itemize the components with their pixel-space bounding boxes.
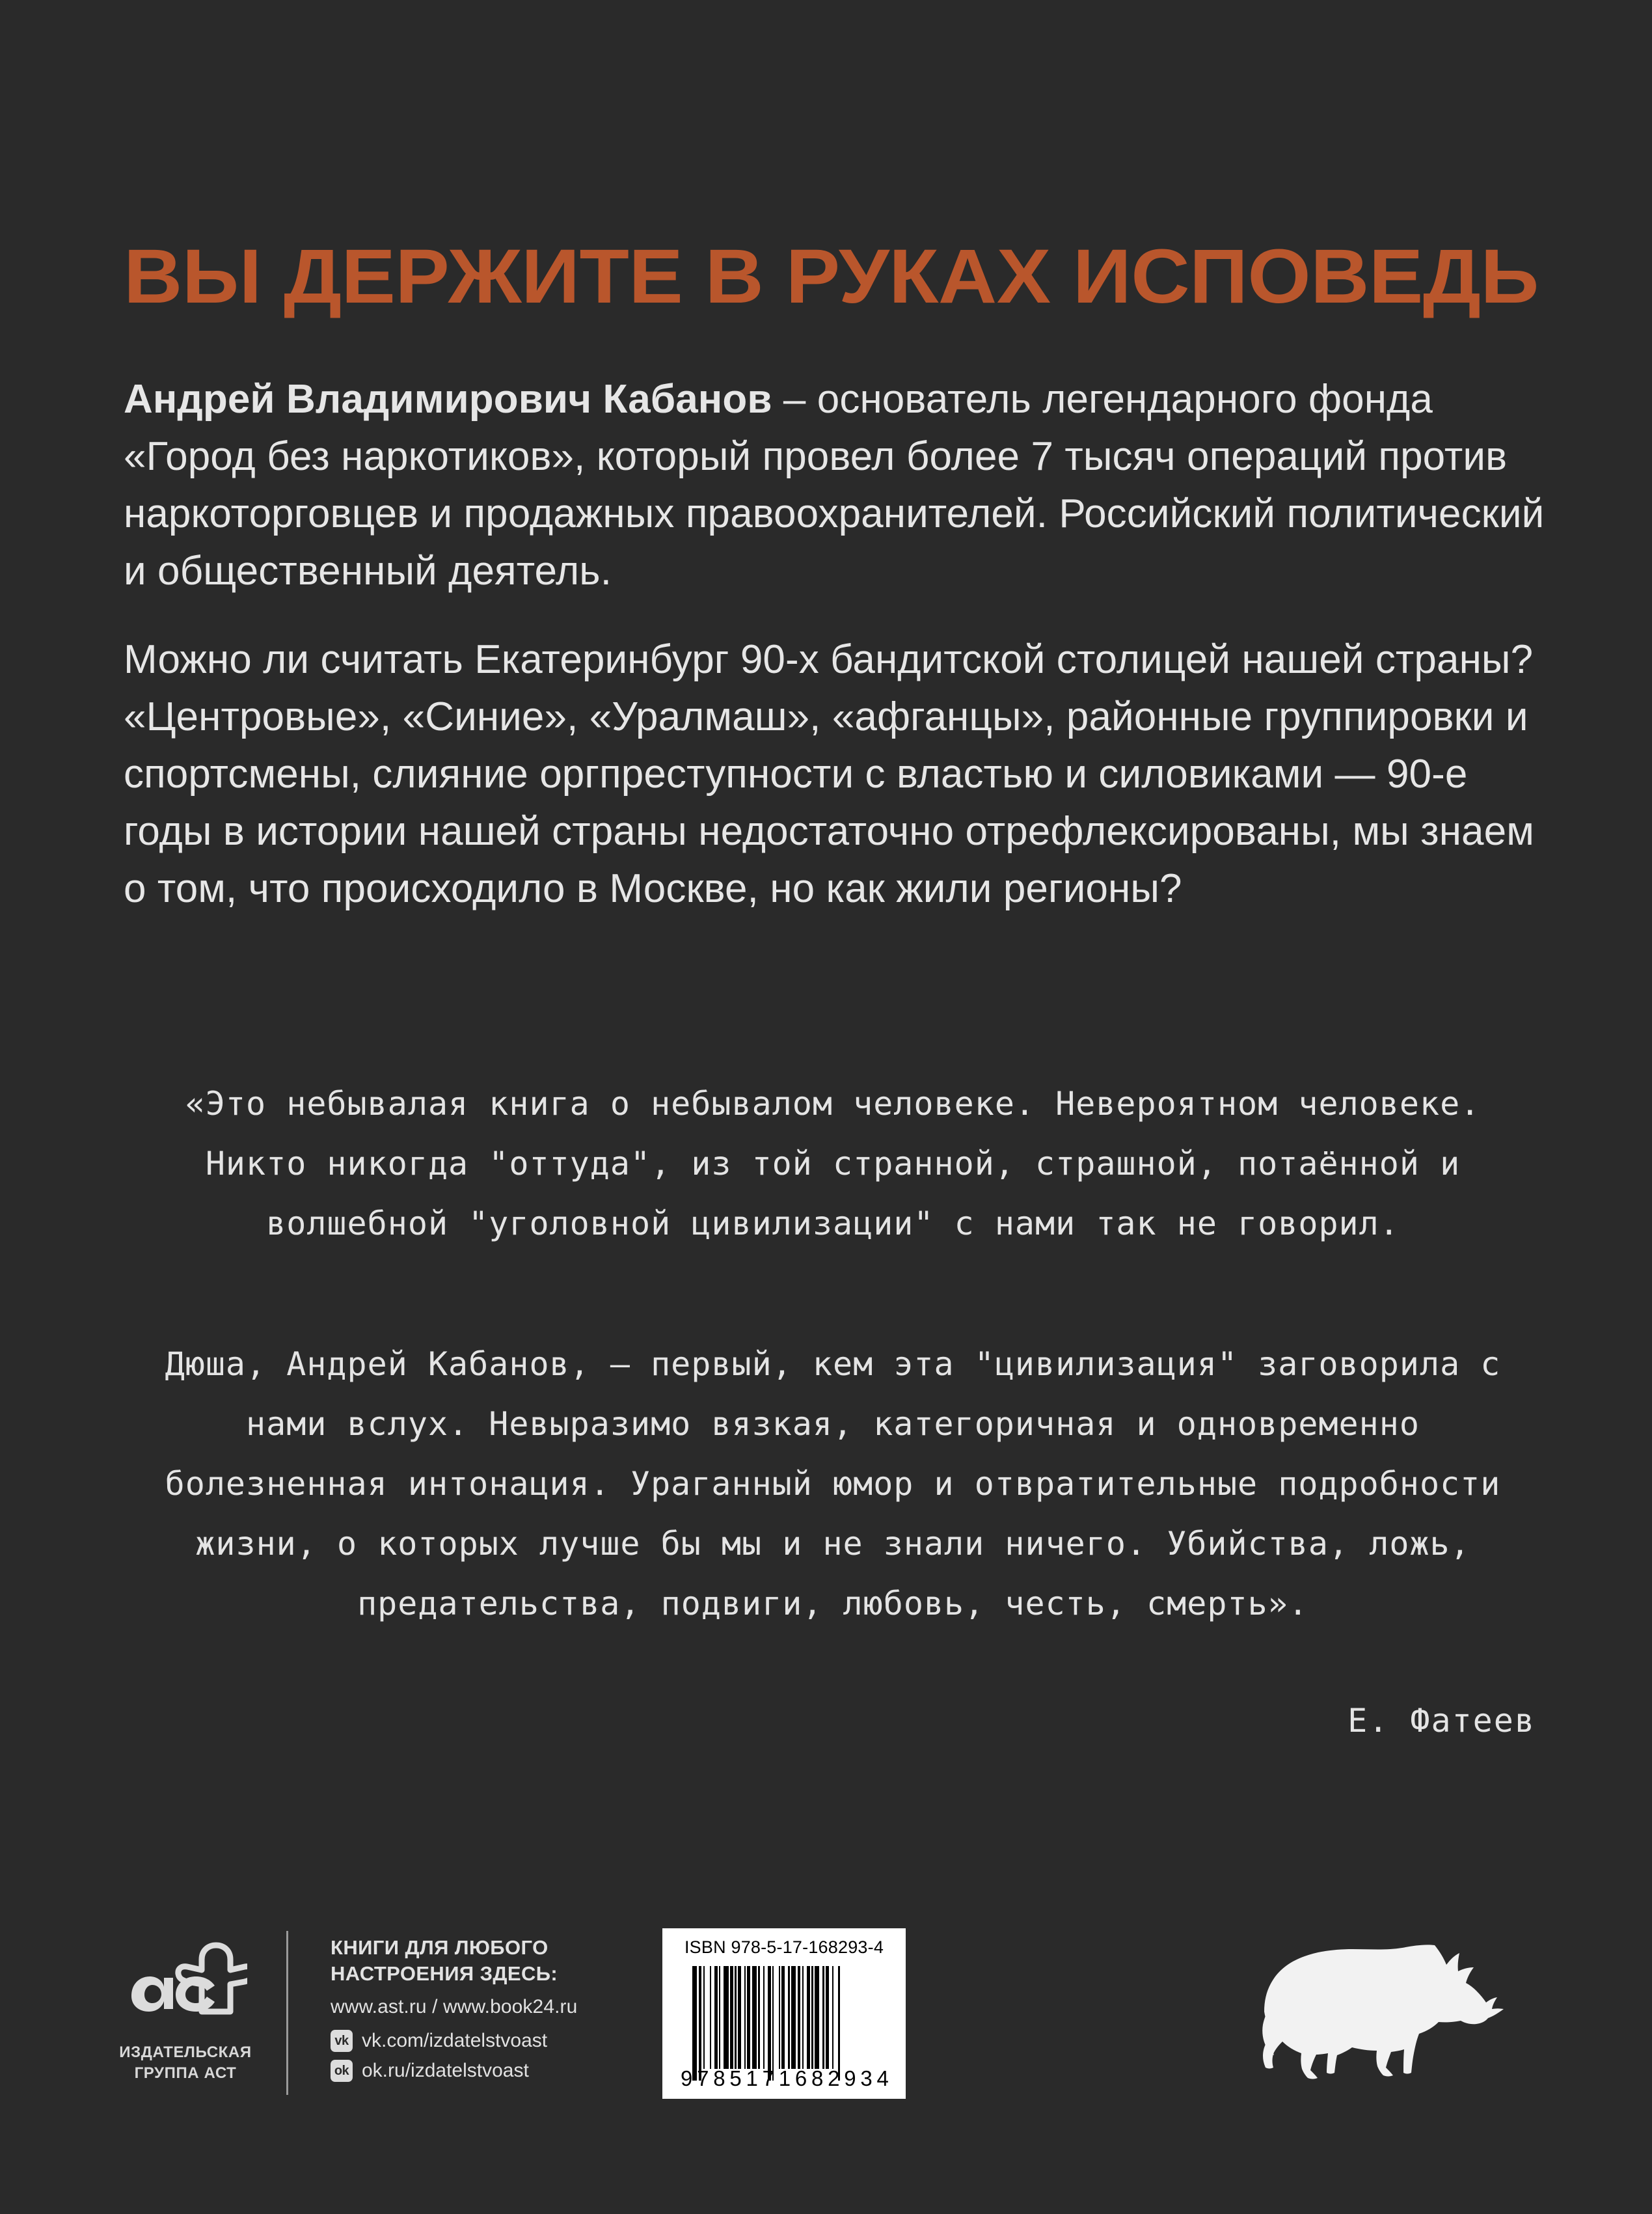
author-description: – основатель легендарного фонда «Город без наркотиков», который провел более 7 тысяч операций против наркоторговцев и продажных правоохранителей. Российский политический и общественный деятель.: [124, 377, 1545, 594]
barcode-bars: [692, 1966, 881, 2069]
footer-divider: [286, 1931, 288, 2095]
publisher-caption: [117, 2042, 254, 2084]
barcode-digit: 4: [876, 2066, 889, 2090]
publisher-promo: [331, 1935, 636, 2086]
barcode-digit: 9: [681, 2066, 693, 2090]
barcode-digit: 7: [697, 2066, 709, 2090]
review-quote-text-2: Дюша, Андрей Кабанов, — первый, кем эта "цивилизация" заговорила с нами вслух. Невыразимо вязкая, категоричная и одновременно болезненная интонация. Ураганный юмор и отвратительные подробности жизни, о которых лучше бы мы и не знали ничего. Убийства, ложь, предательства, подвиги, любовь, честь, смерть».: [165, 1345, 1501, 1622]
barcode-digit: 8: [811, 2066, 824, 2090]
wild-boar-icon: [1239, 1935, 1513, 2098]
publisher-logo: [117, 1928, 267, 2104]
barcode-digit: 7: [762, 2066, 774, 2090]
vk-icon: vk: [331, 2030, 353, 2052]
publisher-caption-line-2: ГРУППА АСТ: [134, 2064, 237, 2082]
synopsis-text: Можно ли считать Екатеринбург 90-х бандитской столицей нашей страны? «Центровые», «Синие», «Уралмаш», «афганцы», районные группировки и спортсмены, слияние оргпреступности с властью и силовиками — 90-е годы в истории нашей страны недостаточно отрефлексированы, мы знаем о том, что происходило в Москве, но как жили регионы?: [124, 637, 1534, 911]
ok-icon: ok: [331, 2060, 353, 2082]
review-quote-paragraph-2: [130, 1334, 1536, 1633]
ok-link-label: ok.ru/izdatelstvoast: [362, 2060, 529, 2081]
promo-heading: [331, 1935, 636, 1987]
promo-heading-line-1: КНИГИ ДЛЯ ЛЮБОГО: [331, 1936, 548, 1959]
ok-link[interactable]: [331, 2056, 636, 2086]
review-quote-text-1: «Это небывалая книга о небывалом человеке. Невероятном человеке. Никто никогда "оттуда", из той странной, страшной, потаённой и волшебной "уголовной цивилизации" с нами так не говорил.: [185, 1085, 1481, 1242]
cover-footer: [0, 1917, 1652, 2131]
ast-logo-icon: [117, 1936, 247, 2027]
publisher-websites[interactable]: www.ast.ru / www.book24.ru: [331, 1996, 578, 2017]
barcode-digit: 1: [778, 2066, 791, 2090]
author-intro-paragraph: [124, 371, 1545, 600]
barcode-digits: [681, 2066, 889, 2091]
promo-heading-line-2: НАСТРОЕНИЯ ЗДЕСЬ:: [331, 1962, 558, 1985]
review-quote-paragraph-1: [130, 1074, 1536, 1253]
isbn-barcode: [662, 1928, 906, 2099]
barcode-digit: 5: [729, 2066, 742, 2090]
barcode-digit: 9: [844, 2066, 856, 2090]
synopsis-paragraph: [124, 631, 1545, 918]
author-name: Андрей Владимирович Кабанов: [124, 377, 772, 422]
vk-link-label: vk.com/izdatelstvoast: [362, 2030, 548, 2051]
review-quote-author: Е. Фатеев: [1347, 1702, 1536, 1740]
author-intro-text: [124, 371, 1545, 600]
page-title: ВЫ ДЕРЖИТЕ В РУКАХ ИСПОВЕДЬ: [124, 234, 1539, 320]
barcode-digit: 1: [746, 2066, 758, 2090]
vk-link[interactable]: [331, 2026, 636, 2056]
barcode-digit: 3: [860, 2066, 873, 2090]
barcode-digit: 6: [794, 2066, 807, 2090]
publisher-caption-line-1: ИЗДАТЕЛЬСКАЯ: [119, 2043, 252, 2061]
isbn-number: ISBN 978-5-17-168293-4: [684, 1937, 884, 1957]
barcode-digit: 2: [828, 2066, 840, 2090]
barcode-digit: 8: [713, 2066, 725, 2090]
